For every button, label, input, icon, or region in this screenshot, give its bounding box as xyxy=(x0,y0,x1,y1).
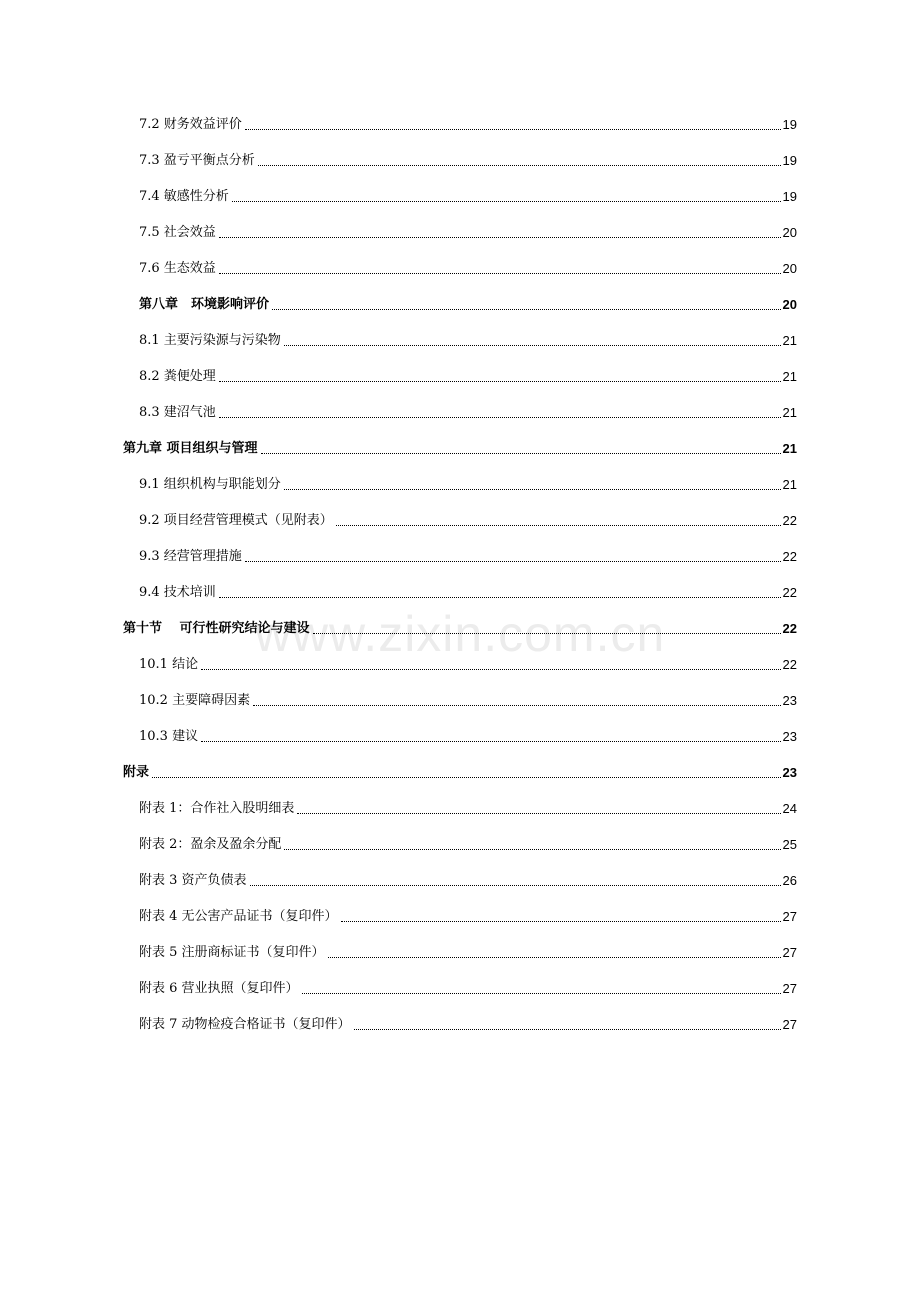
toc-entry-7-5[interactable] xyxy=(139,220,797,242)
toc-entry-title: 第十节 可行性研究结论与建设 xyxy=(123,621,310,636)
toc-entry-9-4[interactable] xyxy=(139,580,797,602)
toc-entry-8-1[interactable] xyxy=(139,328,797,350)
dot-leader xyxy=(245,129,781,130)
toc-entry-appendix-2[interactable] xyxy=(139,832,797,854)
toc-entry-page: 26 xyxy=(782,873,797,888)
toc-entry-title: 10.1 结论 xyxy=(139,657,199,672)
toc-entry-title: 7.5 社会效益 xyxy=(139,225,216,240)
dot-leader xyxy=(313,633,781,634)
toc-entry-title: 8.2 粪便处理 xyxy=(139,369,216,384)
toc-entry-appendix[interactable] xyxy=(123,760,797,782)
toc-entry-page: 27 xyxy=(782,945,797,960)
dot-leader xyxy=(341,921,781,922)
dot-leader xyxy=(302,993,781,994)
toc-entry-page: 21 xyxy=(782,369,797,384)
toc-entry-page: 20 xyxy=(782,225,797,240)
toc-entry-title: 第九章 项目组织与管理 xyxy=(123,441,258,456)
toc-entry-page: 19 xyxy=(782,189,797,204)
toc-entry-title: 附表 7 动物检疫合格证书（复印件） xyxy=(139,1017,351,1032)
toc-entry-title: 附表 4 无公害产品证书（复印件） xyxy=(139,909,338,924)
toc-entry-title: 9.1 组织机构与职能划分 xyxy=(139,477,281,492)
toc-entry-7-2[interactable] xyxy=(139,112,797,134)
toc-entry-page: 27 xyxy=(782,909,797,924)
toc-entry-title: 7.4 敏感性分析 xyxy=(139,189,229,204)
toc-entry-appendix-1[interactable] xyxy=(139,796,797,818)
toc-entry-9-3[interactable] xyxy=(139,544,797,566)
toc-entry-title: 附表 2：盈余及盈余分配 xyxy=(139,837,282,852)
dot-leader xyxy=(297,813,780,814)
toc-entry-page: 20 xyxy=(782,261,797,276)
toc-entry-title: 附表 6 营业执照（复印件） xyxy=(139,981,299,996)
toc-entry-title: 10.3 建议 xyxy=(139,729,199,744)
toc-entry-chapter-9[interactable] xyxy=(123,436,797,458)
toc-entry-appendix-6[interactable] xyxy=(139,976,797,998)
dot-leader xyxy=(219,381,781,382)
toc-entry-page: 22 xyxy=(782,585,797,600)
toc-entry-page: 24 xyxy=(782,801,797,816)
toc-entry-page: 27 xyxy=(782,1017,797,1032)
toc-entry-page: 22 xyxy=(782,513,797,528)
dot-leader xyxy=(253,705,780,706)
toc-entry-title: 9.2 项目经营管理模式（见附表） xyxy=(139,513,333,528)
dot-leader xyxy=(219,417,781,418)
dot-leader xyxy=(354,1029,781,1030)
toc-entry-appendix-5[interactable] xyxy=(139,940,797,962)
toc-entry-page: 23 xyxy=(782,765,797,780)
toc-entry-9-2[interactable] xyxy=(139,508,797,530)
toc-entry-page: 22 xyxy=(782,549,797,564)
toc-entry-title: 7.6 生态效益 xyxy=(139,261,216,276)
dot-leader xyxy=(245,561,781,562)
dot-leader xyxy=(250,885,781,886)
dot-leader xyxy=(152,777,781,778)
toc-entry-7-3[interactable] xyxy=(139,148,797,170)
toc-entry-page: 27 xyxy=(782,981,797,996)
toc-entry-page: 22 xyxy=(782,621,797,636)
toc-entry-title: 10.2 主要障碍因素 xyxy=(139,693,251,708)
toc-entry-title: 8.3 建沼气池 xyxy=(139,405,216,420)
toc-entry-appendix-3[interactable] xyxy=(139,868,797,890)
toc-entry-8-2[interactable] xyxy=(139,364,797,386)
dot-leader xyxy=(232,201,781,202)
dot-leader xyxy=(284,489,781,490)
toc-entry-page: 23 xyxy=(782,729,797,744)
toc-entry-appendix-4[interactable] xyxy=(139,904,797,926)
toc-entry-10-3[interactable] xyxy=(139,724,797,746)
toc-entry-page: 22 xyxy=(782,657,797,672)
toc-entry-title: 第八章 环境影响评价 xyxy=(139,297,270,312)
toc-entry-chapter-8[interactable] xyxy=(139,292,797,314)
watermark: www.zixin.com.cn xyxy=(254,606,666,662)
dot-leader xyxy=(201,669,780,670)
dot-leader xyxy=(219,597,781,598)
toc-entry-page: 21 xyxy=(782,333,797,348)
dot-leader xyxy=(336,525,781,526)
dot-leader xyxy=(284,345,781,346)
toc-entry-title: 附表 5 注册商标证书（复印件） xyxy=(139,945,325,960)
toc-entry-9-1[interactable] xyxy=(139,472,797,494)
toc-entry-page: 21 xyxy=(782,441,797,456)
toc-entry-title: 附表 3 资产负债表 xyxy=(139,873,247,888)
dot-leader xyxy=(328,957,781,958)
toc-entry-7-4[interactable] xyxy=(139,184,797,206)
toc-entry-title: 7.3 盈亏平衡点分析 xyxy=(139,153,255,168)
dot-leader xyxy=(219,273,781,274)
toc-entry-8-3[interactable] xyxy=(139,400,797,422)
toc-entry-10-2[interactable] xyxy=(139,688,797,710)
toc-entry-page: 23 xyxy=(782,693,797,708)
toc-entry-section-10[interactable] xyxy=(123,616,797,638)
toc-entry-title: 附表 1：合作社入股明细表 xyxy=(139,801,295,816)
toc-entry-page: 19 xyxy=(782,117,797,132)
dot-leader xyxy=(258,165,781,166)
dot-leader xyxy=(284,849,780,850)
toc-entry-title: 9.4 技术培训 xyxy=(139,585,216,600)
toc-entry-appendix-7[interactable] xyxy=(139,1012,797,1034)
toc-entry-page: 21 xyxy=(782,405,797,420)
toc-entry-page: 19 xyxy=(782,153,797,168)
dot-leader xyxy=(272,309,781,310)
toc-entry-title: 附录 xyxy=(123,765,150,780)
toc-entry-7-6[interactable] xyxy=(139,256,797,278)
dot-leader xyxy=(219,237,781,238)
dot-leader xyxy=(201,741,780,742)
toc-entry-10-1[interactable] xyxy=(139,652,797,674)
toc-entry-title: 9.3 经营管理措施 xyxy=(139,549,242,564)
toc-entry-title: 7.2 财务效益评价 xyxy=(139,117,242,132)
dot-leader xyxy=(261,453,781,454)
toc-entry-page: 25 xyxy=(782,837,797,852)
toc-entry-title: 8.1 主要污染源与污染物 xyxy=(139,333,281,348)
toc-entry-page: 20 xyxy=(782,297,797,312)
toc-entry-page: 21 xyxy=(782,477,797,492)
